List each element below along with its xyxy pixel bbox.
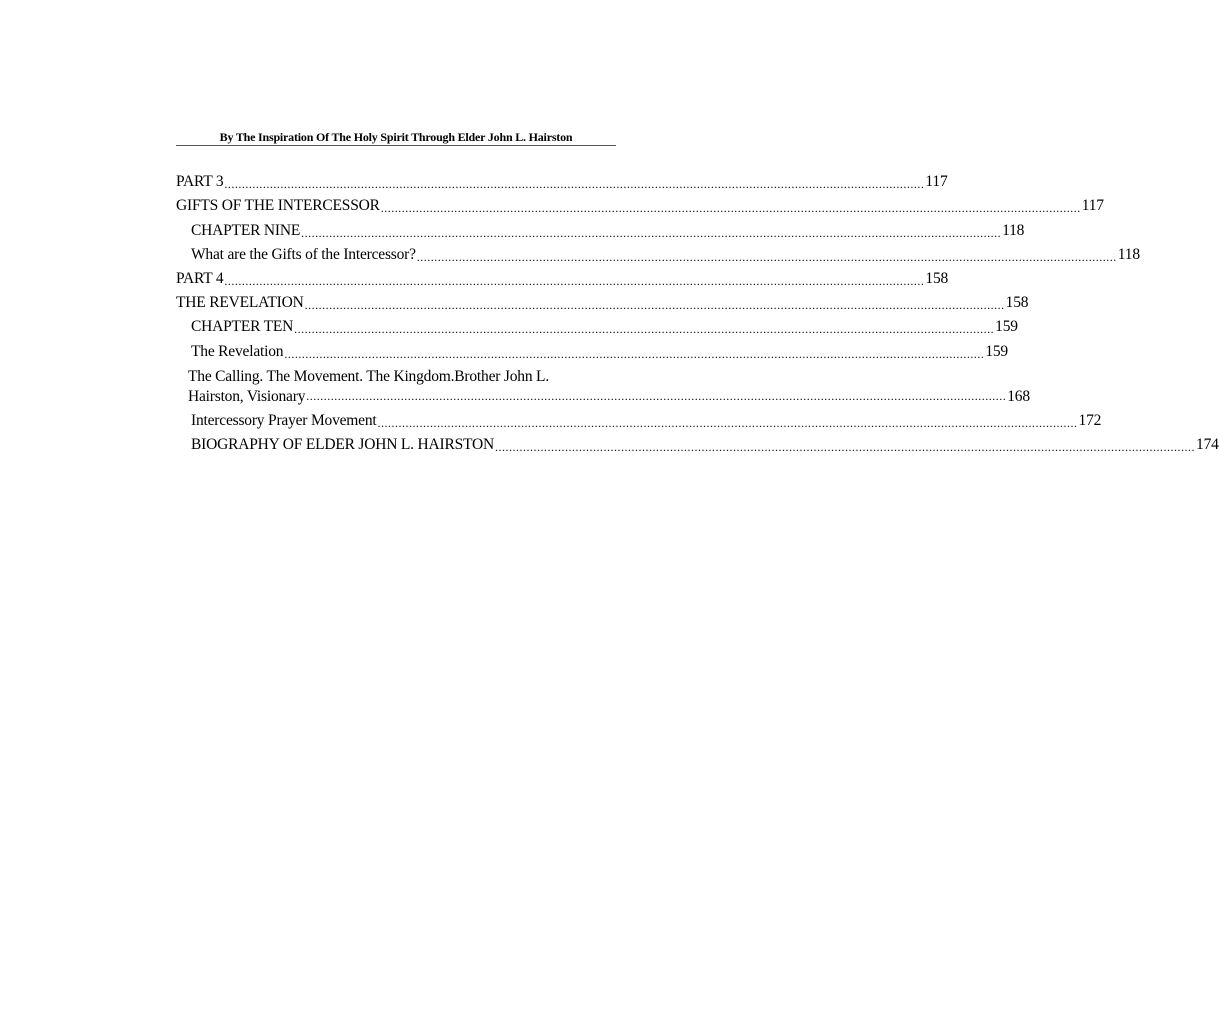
toc-entry-the-revelation-chapter[interactable]: [176, 339, 1008, 363]
toc-entry-title: GIFTS OF THE INTERCESSOR: [176, 197, 380, 215]
toc-entry-gifts-of-the-intercessor[interactable]: [176, 194, 1104, 218]
toc-entry-title-line2: Hairston, Visionary: [188, 387, 306, 405]
dot-leader: ........................................................................................................................................................................................................: [224, 177, 925, 192]
toc-entry-page: 158: [925, 269, 949, 287]
toc-entry-title: PART 4: [176, 269, 224, 287]
toc-entry-title: CHAPTER NINE: [191, 221, 301, 239]
toc-entry-chapter-nine[interactable]: [176, 218, 1025, 242]
toc-entry-page: 172: [1078, 411, 1102, 429]
toc-entry-page: 117: [1081, 197, 1104, 215]
dot-leader: ........................................................................................................................................................................................................: [294, 322, 995, 337]
toc-entry-title: PART 3: [176, 173, 224, 191]
toc-entry-title: BIOGRAPHY OF ELDER JOHN L. HAIRSTON: [191, 435, 495, 453]
dot-leader: ........................................................................................................................................................................................................: [301, 225, 1002, 240]
toc-entry-page: 174: [1196, 435, 1219, 453]
toc-entry-page: 118: [1117, 245, 1140, 263]
toc-entry-intercessory-prayer-movement[interactable]: [176, 409, 1102, 433]
toc-entry-page: 168: [1007, 387, 1030, 405]
toc-entry-part-3[interactable]: [176, 170, 948, 194]
header-rule: [176, 145, 616, 146]
dot-leader: ........................................................................................................................................................................................................: [304, 298, 1005, 313]
toc-entry-what-are-the-gifts[interactable]: [176, 243, 1140, 267]
dot-leader: ........................................................................................................................................................................................................: [416, 249, 1117, 264]
dot-leader: ........................................................................................................................................................................................................: [224, 273, 925, 288]
toc-entry-title: THE REVELATION: [176, 294, 304, 312]
dot-leader: ........................................................................................................................................................................................................: [306, 388, 1007, 403]
running-header: By The Inspiration Of The Holy Spirit Through Elder John L. Hairston: [219, 130, 573, 144]
table-of-contents: [176, 170, 1219, 457]
toc-entry-the-revelation-part[interactable]: [176, 291, 1029, 315]
toc-entry-title: CHAPTER TEN: [191, 318, 294, 336]
toc-entry-biography[interactable]: [176, 433, 1219, 457]
dot-leader: ........................................................................................................................................................................................................: [377, 415, 1078, 430]
toc-entry-the-calling[interactable]: [176, 364, 1030, 409]
toc-entry-title-line2-row: [188, 386, 1030, 406]
toc-entry-page: 159: [985, 342, 1008, 360]
toc-entry-chapter-ten[interactable]: [176, 315, 1018, 339]
toc-entry-title: The Revelation: [191, 342, 284, 360]
toc-entry-part-4[interactable]: [176, 267, 949, 291]
toc-entry-title: Intercessory Prayer Movement: [191, 411, 377, 429]
toc-entry-title: What are the Gifts of the Intercessor?: [191, 245, 416, 263]
toc-entry-page: 117: [925, 173, 948, 191]
toc-entry-title-line1: The Calling. The Movement. The Kingdom.Brother John L.: [188, 367, 550, 385]
dot-leader: ........................................................................................................................................................................................................: [495, 439, 1196, 454]
toc-entry-page: 118: [1002, 221, 1025, 239]
dot-leader: ........................................................................................................................................................................................................: [380, 201, 1081, 216]
toc-entry-page: 159: [995, 318, 1018, 336]
toc-entry-page: 158: [1005, 294, 1029, 312]
dot-leader: ........................................................................................................................................................................................................: [284, 346, 985, 361]
